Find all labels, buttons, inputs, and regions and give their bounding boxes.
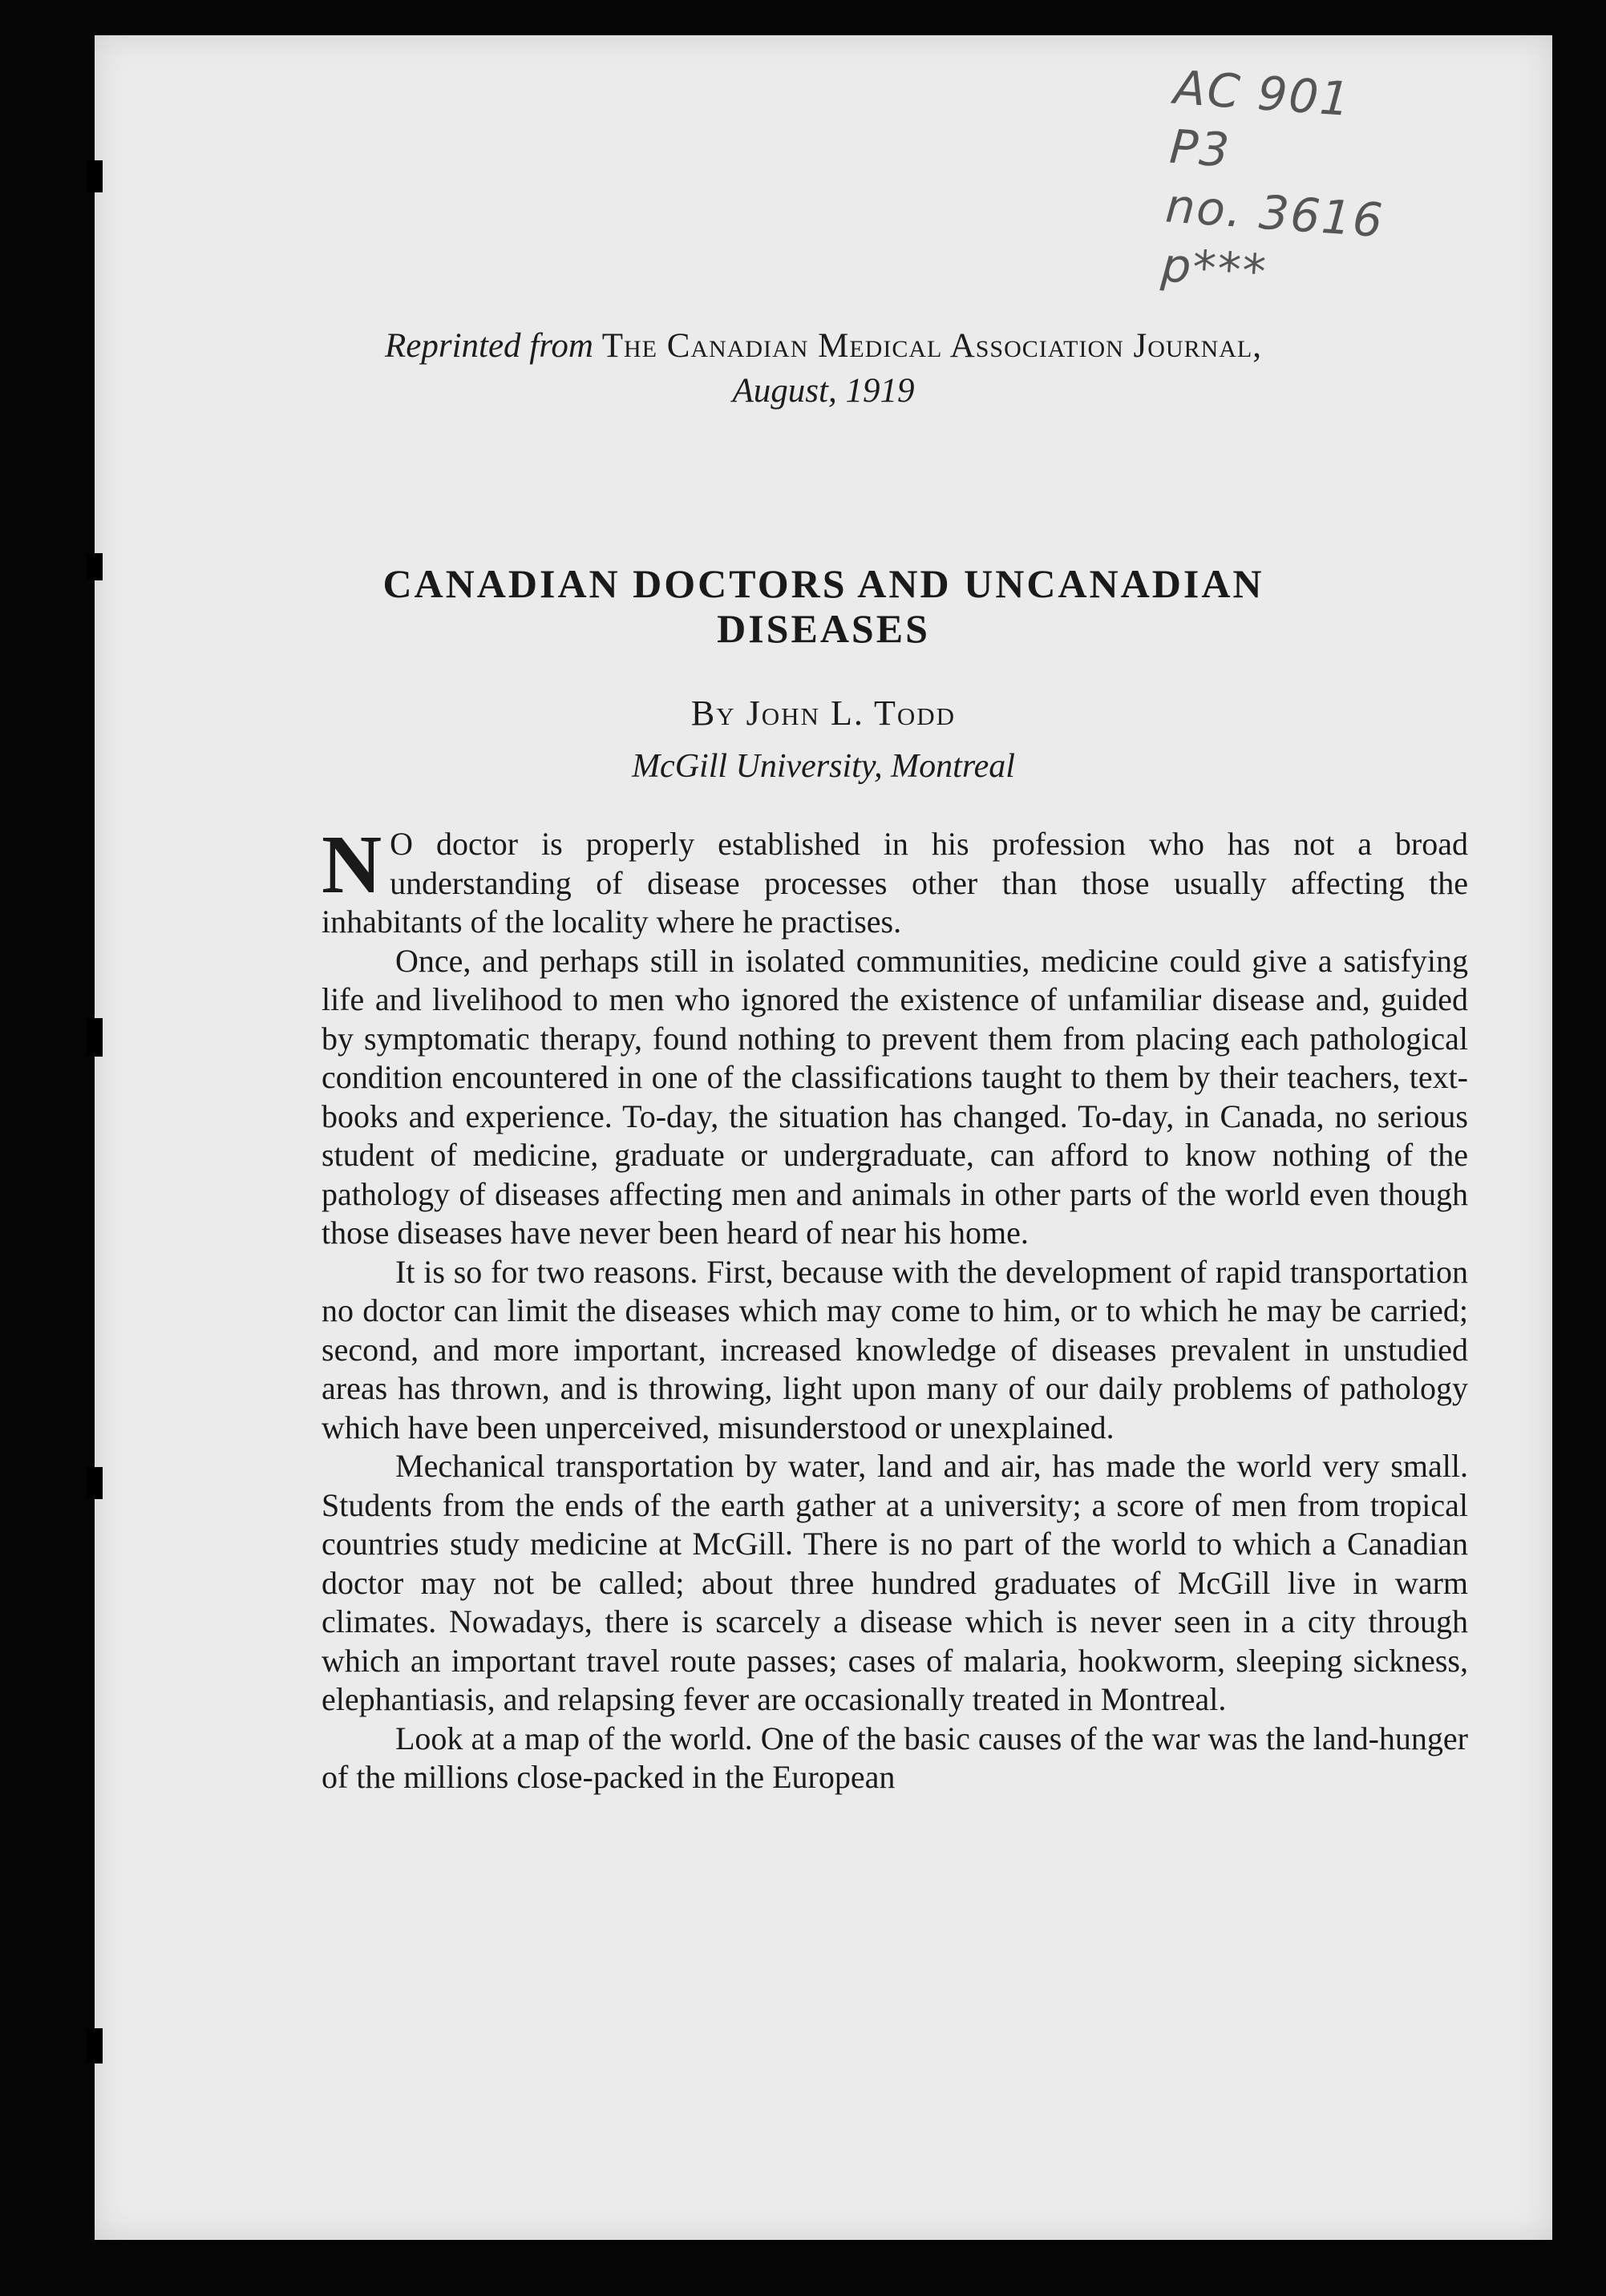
binding-mark bbox=[87, 1467, 103, 1499]
binding-mark bbox=[87, 2028, 103, 2064]
article-body bbox=[322, 819, 1468, 1797]
reprint-notice bbox=[95, 324, 1552, 414]
handwritten-line: P3 bbox=[1167, 119, 1233, 178]
paragraph-1 bbox=[322, 819, 1468, 942]
reprint-date: August, 1919 bbox=[732, 372, 915, 410]
drop-cap: N bbox=[322, 819, 382, 911]
reprint-prefix: Reprinted from bbox=[384, 327, 593, 365]
paragraph-2: Once, and perhaps still in isolated communities, medicine could give a satisfying life and livelihood to men who ignored the existence of unfamiliar disease and, guided by symptomatic therapy, found nothing to prevent them from placing each pathological condition encountered in one of the classifications taught to them by their teachers, text-books and experience. To-day, the situation has changed. To-day, in Canada, no serious student of medicine, graduate or undergraduate, can afford to know nothing of the pathology of diseases affecting men and animals in other parts of the world even though those diseases have never been heard of near his home. bbox=[322, 942, 1468, 1251]
paragraph-4: Mechanical transportation by water, land and air, has made the world very small. Students from the ends of the earth gather at a university; a score of men from tropical countries study medicine at McGill. There is no part of the world to which a Canadian doctor may not be called; about three hundred graduates of McGill live in warm climates. Nowadays, there is scarcely a disease which is never seen in a city through which an important travel route passes; cases of malaria, hookworm, sleeping sickness, elephantiasis, and relapsing fever are occasionally treated in Montreal. bbox=[322, 1448, 1468, 1717]
binding-mark bbox=[87, 160, 103, 192]
author-affiliation: McGill University, Montreal bbox=[632, 748, 1015, 785]
binding-mark bbox=[87, 553, 103, 580]
handwritten-line: p*** bbox=[1159, 237, 1269, 300]
binding-mark bbox=[87, 1018, 103, 1057]
author-byline: By John L. Todd bbox=[690, 693, 957, 733]
article-title bbox=[95, 561, 1552, 651]
handwritten-line: AC 901 bbox=[1171, 59, 1353, 127]
journal-name: The Canadian Medical Association Journal, bbox=[601, 327, 1262, 365]
handwritten-catalog-note bbox=[1159, 58, 1464, 314]
handwritten-line: no. 3616 bbox=[1163, 178, 1386, 249]
paragraph-3: It is so for two reasons. First, because with the development of rapid transportation no doctor can limit the diseases which may come to him, or to which he may be carried; second, and more important, increased knowledge of diseases prevalent in unstudied areas has thrown, and is throwing, light upon many of our daily problems of pathology which have been unperceived, misunderstood or unexplained. bbox=[322, 1253, 1468, 1445]
paragraph-1-text: O doctor is properly established in his profession who has not a broad understanding of disease processes other than those usually affecting the inhabitants of the locality where he practises. bbox=[322, 826, 1468, 940]
title-line-1: CANADIAN DOCTORS AND UNCANADIAN bbox=[382, 561, 1264, 606]
title-line-2: DISEASES bbox=[717, 606, 930, 651]
document-page bbox=[95, 35, 1552, 2240]
paragraph-5: Look at a map of the world. One of the basic causes of the war was the land-hunger of the millions close-packed in the European bbox=[322, 1720, 1468, 1795]
